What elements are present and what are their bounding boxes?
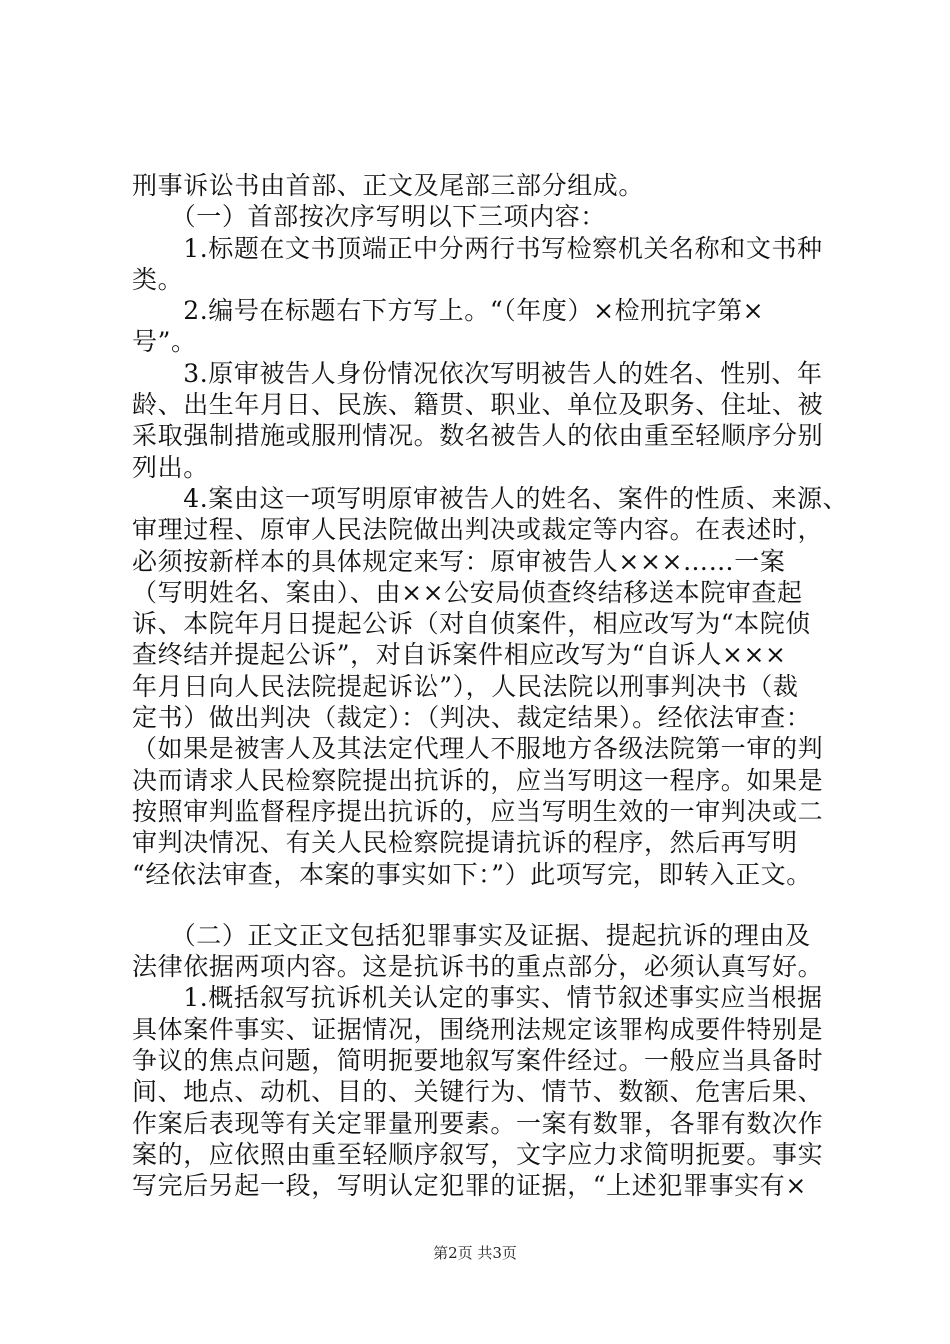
text-line: 间、地点、动机、目的、关键行为、情节、数额、危害后果、 <box>132 1077 824 1107</box>
text-line: （如果是被害人及其法定代理人不服地方各级法院第一审的判 <box>132 734 824 764</box>
text-line: 3.原审被告人身份情况依次写明被告人的姓名、性别、年 <box>132 358 823 388</box>
text-line: （一）首部按次序写明以下三项内容： <box>132 202 606 232</box>
text-line: 审判决情况、有关人民检察院提请抗诉的程序，然后再写明 <box>132 828 798 858</box>
paragraph-gap <box>132 890 822 920</box>
text-line: 列出。 <box>132 452 209 482</box>
text-line: 号”。 <box>132 327 197 357</box>
text-line: 龄、出生年月日、民族、籍贯、职业、单位及职务、住址、被 <box>132 390 824 420</box>
text-line: 决而请求人民检察院提出抗诉的，应当写明这一程序。如果是 <box>132 765 824 795</box>
text-line: 案的，应依照由重至轻顺序叙写，文字应力求简明扼要。事实 <box>132 1139 824 1169</box>
text-line: 采取强制措施或服刑情况。数名被告人的依由重至轻顺序分别 <box>132 421 824 451</box>
text-line: 查终结并提起公诉”，对自诉案件相应改写为“自诉人××× <box>132 640 787 670</box>
text-line: 定书）做出判决（裁定）：（判决、裁定结果）。经依法审查： <box>132 703 812 733</box>
text-line: 1.标题在文书顶端正中分两行书写检察机关名称和文书种 <box>132 233 823 263</box>
text-line: 2.编号在标题右下方写上。“（年度）×检刑抗字第× <box>132 296 765 326</box>
text-line: 法律依据两项内容。这是抗诉书的重点部分，必须认真写好。 <box>132 952 824 982</box>
text-line: 诉、本院年月日提起公诉（对自侦案件，相应改写为“本院侦 <box>132 609 811 639</box>
text-line: （二）正文正文包括犯罪事实及证据、提起抗诉的理由及 <box>132 920 811 950</box>
text-line: 写完后另起一段，写明认定犯罪的证据，“上述犯罪事实有× <box>132 1171 807 1201</box>
text-line: （写明姓名、案由）、由××公安局侦查终结移送本院审查起 <box>132 577 803 607</box>
text-line: 作案后表现等有关定罪量刑要素。一案有数罪，各罪有数次作 <box>132 1108 824 1138</box>
text-line: 刑事诉讼书由首部、正文及尾部三部分组成。 <box>132 171 645 200</box>
text-line: 1.概括叙写抗诉机关认定的事实、情节叙述事实应当根据 <box>132 983 823 1013</box>
text-line: 4.案由这一项写明原审被告人的姓名、案件的性质、来源、 <box>132 483 849 513</box>
text-line: 必须按新样本的具体规定来写：原审被告人×××……一案 <box>132 546 786 576</box>
text-line: 年月日向人民法院提起诉讼”），人民法院以刑事判决书（裁 <box>132 671 799 701</box>
text-line: 按照审判监督程序提出抗诉的，应当写明生效的一审判决或二 <box>132 796 824 826</box>
document-body <box>132 170 849 1202</box>
text-line: 类。 <box>132 264 184 294</box>
text-line: 具体案件事实、证据情况，围绕刑法规定该罪构成要件特别是 <box>132 1014 824 1044</box>
page-footer: 第2页 共3页 <box>433 1244 517 1262</box>
text-line: 争议的焦点问题，简明扼要地叙写案件经过。一般应当具备时 <box>132 1046 824 1076</box>
text-line: 审理过程、原审人民法院做出判决或裁定等内容。在表述时， <box>132 515 824 545</box>
text-line: “经依法审查，本案的事实如下：”）此项写完，即转入正文。 <box>132 859 812 889</box>
